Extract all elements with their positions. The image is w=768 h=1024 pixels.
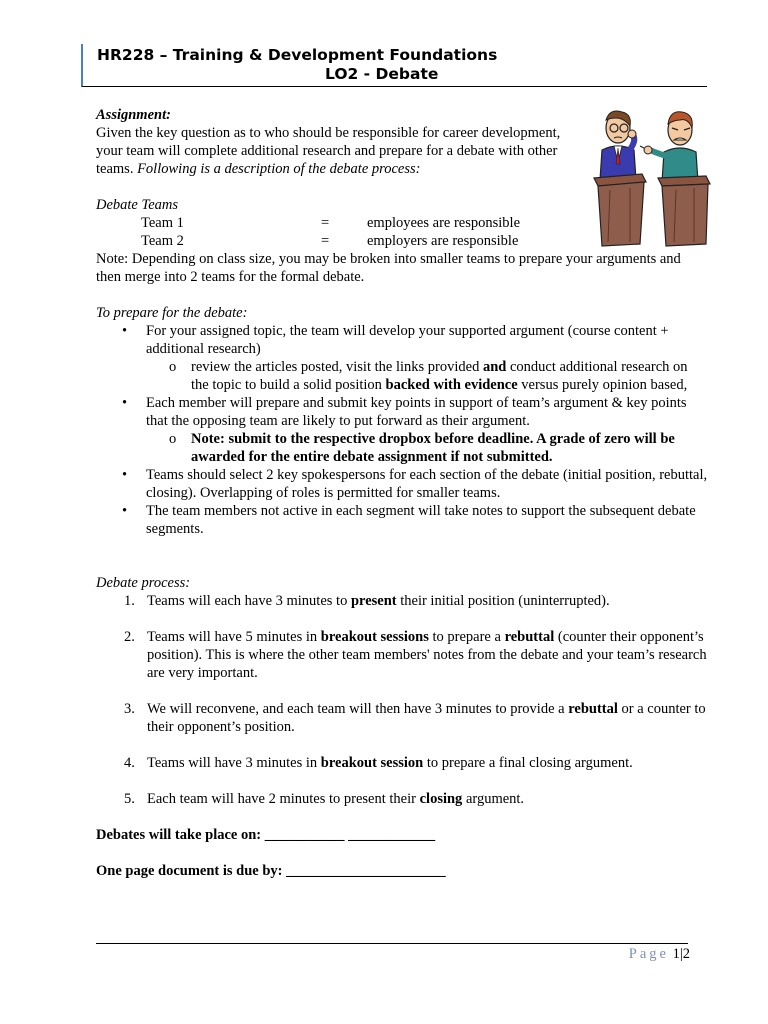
process-step [96,790,708,808]
step-number: 2. [124,629,135,645]
list-item [96,502,708,538]
text-run: Each team will have 2 minutes to present their [147,791,420,807]
text-run-bold: rebuttal [504,629,555,645]
process-step [96,754,708,772]
process-heading: Debate process: [96,575,191,591]
assignment-line-3-italic: Following is a description of the debate process: [137,161,421,177]
list-item-text: For your assigned topic, the team will develop your supported argument (course content + additional research) [146,323,669,357]
course-title: HR228 – Training & Development Foundations [97,46,498,64]
teams-note: Note: Depending on class size, you may be broken into smaller teams to prepare your arguments and then merge into 2 teams for the formal debate. [96,251,681,285]
list-item-text: Each member will prepare and submit key points in support of team’s argument & key points that the opposing team are likely to put forward as their argument. [146,395,687,429]
sub-bullet-icon: o [169,431,177,447]
text-run: We will reconvene, and each team will then have 3 minutes to provide a [147,701,569,717]
process-step [96,700,708,736]
page-footer [629,946,690,963]
debate-date-line: Debates will take place on: ___________ ____________ [96,827,436,843]
step-number: 4. [124,755,135,771]
bullet-icon: • [122,503,128,519]
text-run: Teams will have 3 minutes in [147,755,321,771]
text-run: or a counter to their opponent’s position. [147,701,706,735]
assignment-line-3: teams. [96,161,138,177]
submission-note: Note: submit to the respective dropbox before deadline. A grade of zero will be awarded for the entire debate assignment if not submitted. [191,431,675,465]
process-step [96,628,708,682]
bullet-icon: • [122,323,128,339]
team-name: Team 1 [141,215,184,231]
document-subtitle: LO2 - Debate [325,65,439,83]
list-item-text: Teams should select 2 key spokespersons for each section of the debate (initial position, rebuttal, closing). Overlapping of roles is permitted for smaller teams. [146,467,708,501]
page-current: 1 [672,946,680,962]
prepare-list [96,322,708,538]
footer-divider [96,943,688,944]
document-body [96,106,708,880]
assignment-line-1: Given the key question as to who should be responsible for career development, [96,125,561,141]
team-equals: = [321,215,330,231]
text-run: versus purely opinion based, [517,377,688,393]
sub-list-item [96,358,708,394]
page-word: Page [628,946,669,962]
text-run: Teams will have 5 minutes in [147,629,321,645]
text-run-bold: breakout session [320,755,424,771]
page-total: 2 [682,946,690,962]
text-run: review the articles posted, visit the links provided [191,359,483,375]
text-run: Teams will each have 3 minutes to [147,593,351,609]
list-item-text: The team members not active in each segment will take notes to support the subsequent debate segments. [146,503,696,537]
bullet-icon: • [122,395,128,411]
step-number: 3. [124,701,135,717]
document-header [81,44,707,87]
text-run: argument. [462,791,525,807]
team-name: Team 2 [141,233,184,249]
step-number: 5. [124,791,135,807]
process-steps [96,592,708,808]
assignment-line-2: your team will complete additional research and prepare for a debate with other [96,143,558,159]
step-number: 1. [124,593,135,609]
sub-bullet-icon: o [169,359,177,375]
team-equals: = [321,233,330,249]
list-item [96,322,708,394]
assignment-heading: Assignment: [96,107,171,123]
sub-list-item [96,430,708,466]
text-run: to prepare a [428,629,505,645]
text-run: (counter their opponent’s position). This is where the other team members' notes from the debate and your team’s research are very important. [147,629,707,681]
list-item [96,394,708,466]
assignment-text [96,124,708,178]
page-separator: | [679,946,683,962]
text-run-bold: rebuttal [568,701,618,717]
text-run-bold: breakout sessions [320,629,429,645]
teams-heading: Debate Teams [96,197,179,213]
team-row [96,232,708,250]
text-run-bold: present [350,593,397,609]
list-item [96,466,708,502]
team-responsibility: employees are responsible [367,215,521,231]
text-run: their initial position (uninterrupted). [396,593,610,609]
team-row [96,214,708,232]
prepare-heading: To prepare for the debate: [96,305,248,321]
process-step [96,592,708,610]
text-run-bold: and [482,359,507,375]
bullet-icon: • [122,467,128,483]
text-run-bold: backed with evidence [385,377,518,393]
text-run: conduct additional research on the topic to build a solid position [191,359,688,393]
text-run-bold: closing [419,791,463,807]
document-due-line: One page document is due by: ______________________ [96,863,446,879]
text-run: to prepare a final closing argument. [423,755,633,771]
team-responsibility: employers are responsible [367,233,519,249]
